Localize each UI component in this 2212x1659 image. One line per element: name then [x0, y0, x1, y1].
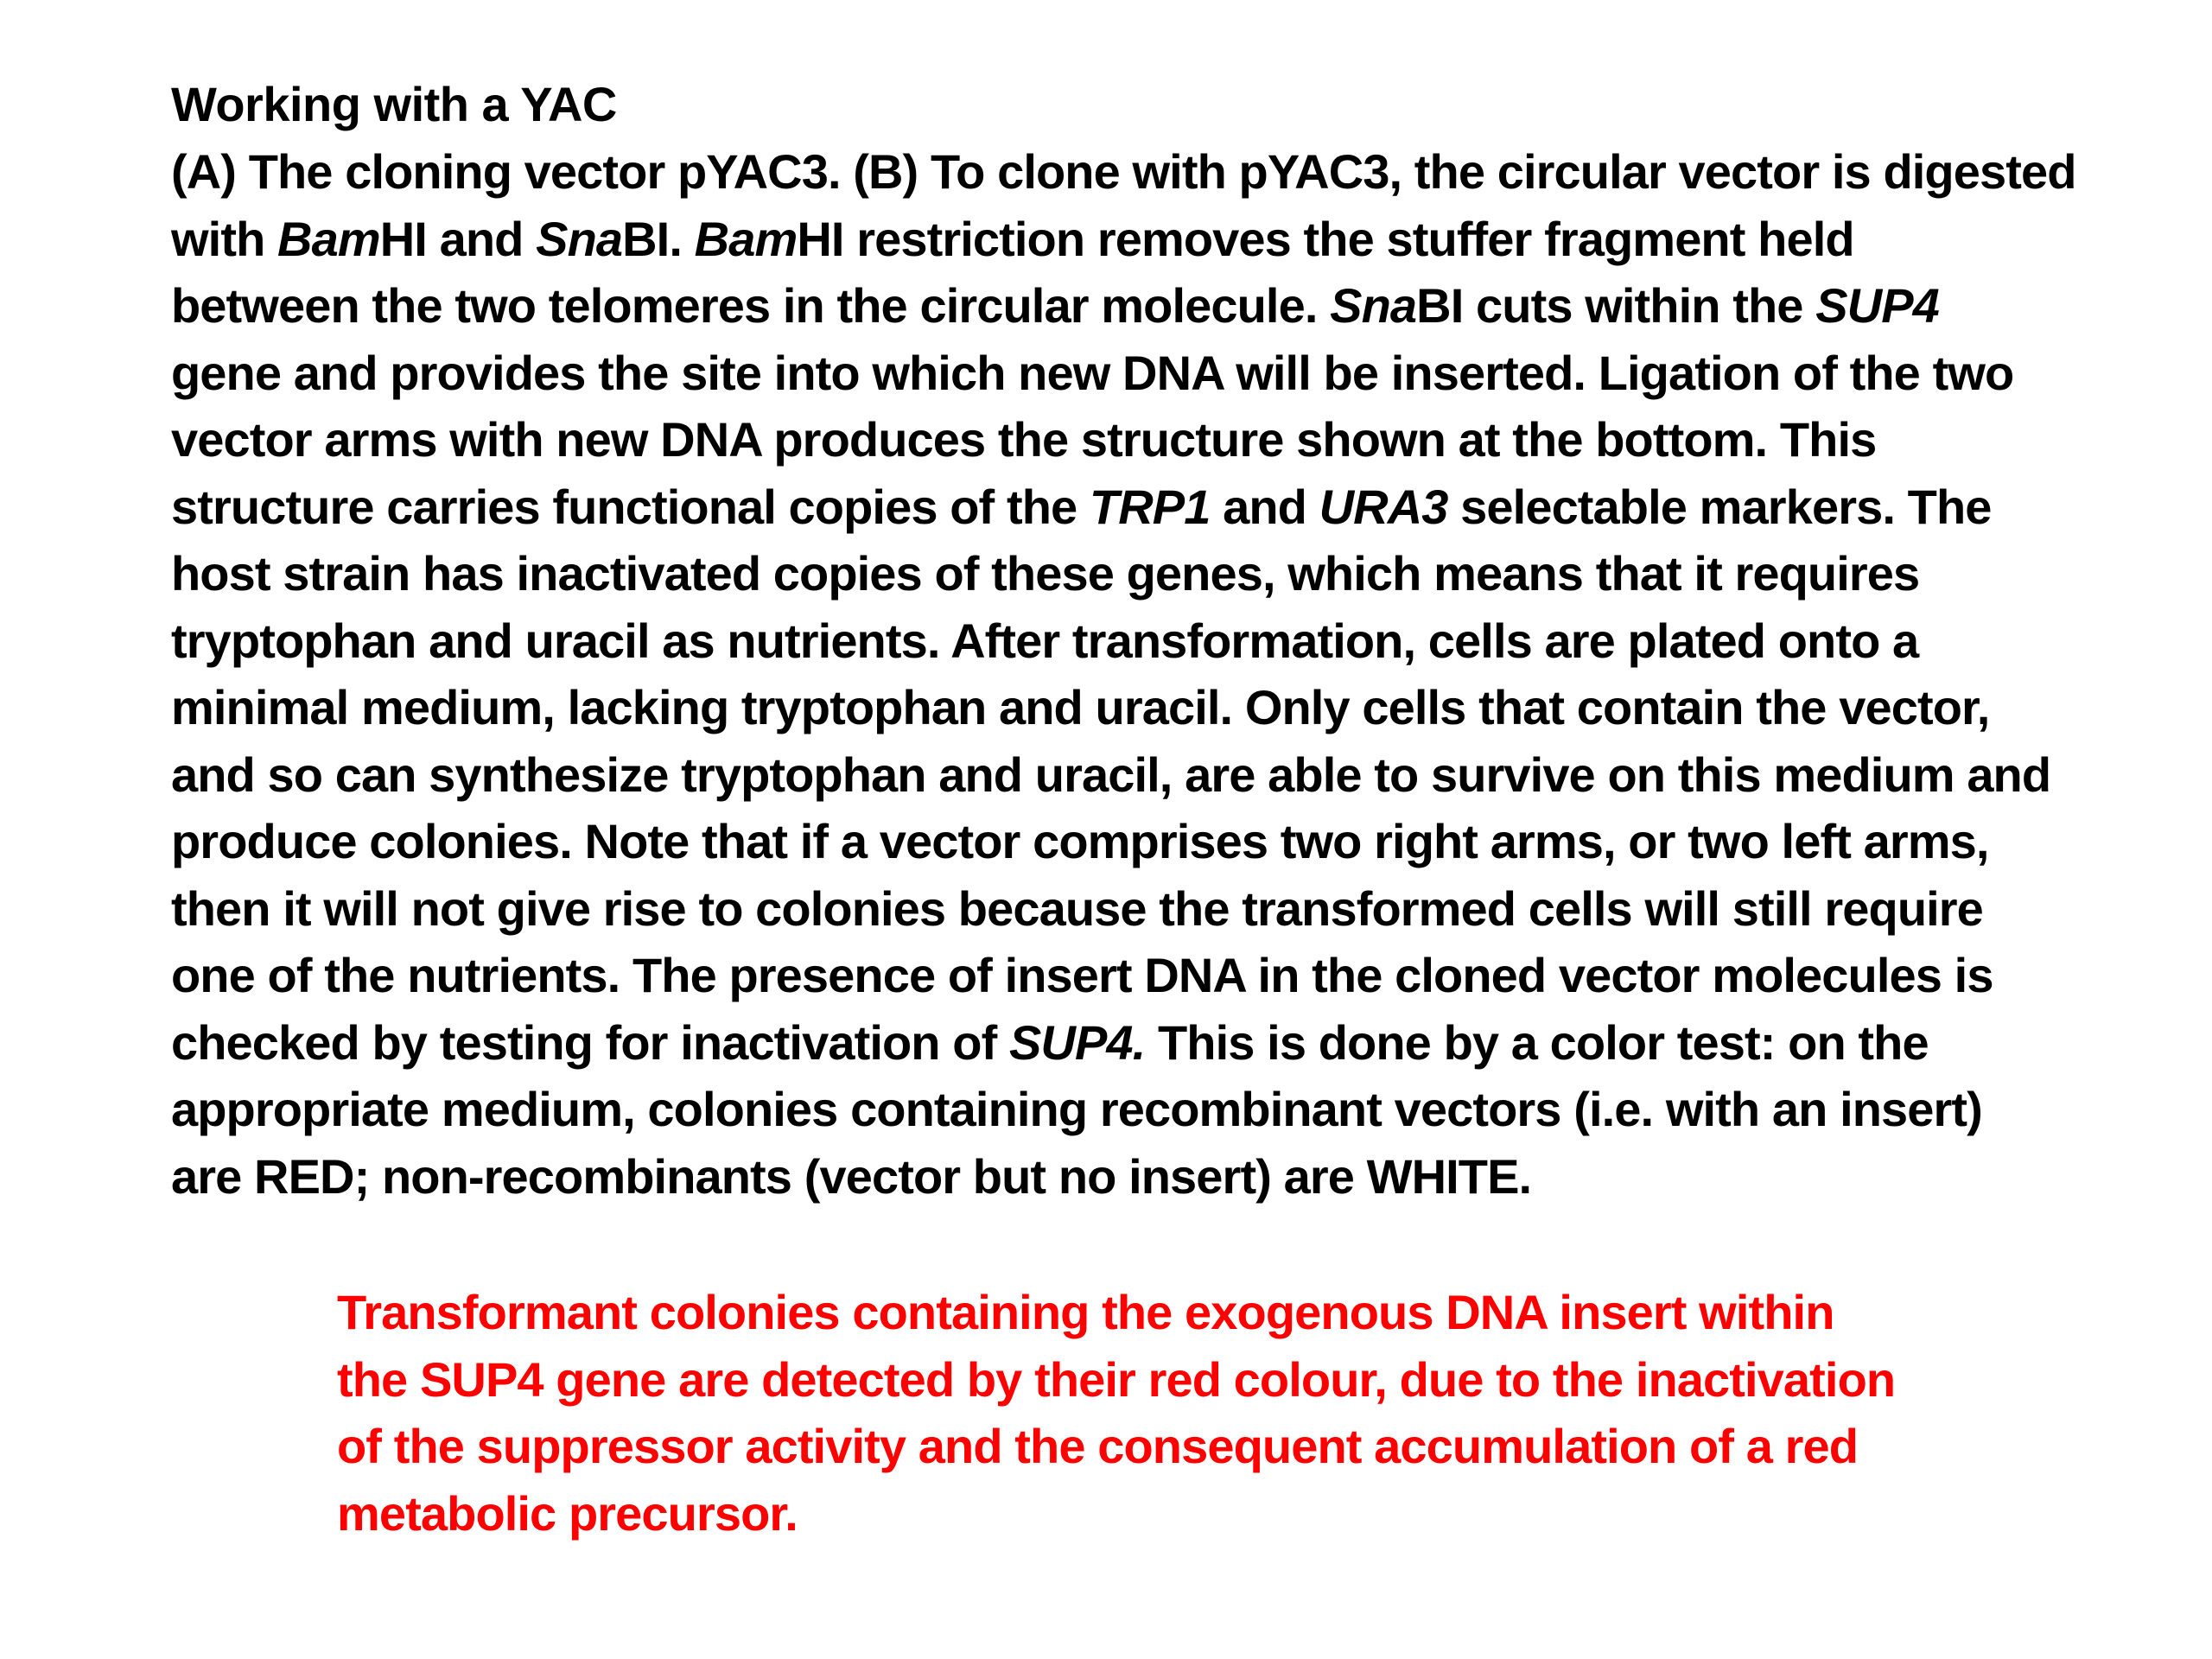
- note-line: the SUP4 gene are detected by their red colour, due to the inactivation: [337, 1351, 1896, 1407]
- body-line: [171, 674, 2212, 741]
- text-run: host strain has inactivated copies of these genes, which means that it requires: [171, 546, 1920, 601]
- text-run: This is done by a color test: on the: [1145, 1014, 1929, 1070]
- text-run: with: [171, 211, 278, 266]
- italic-term: SUP4.: [1008, 1014, 1146, 1070]
- body-line: [171, 540, 2212, 607]
- text-run: between the two telomeres in the circular molecule.: [171, 278, 1331, 333]
- text-run: are RED; non-recombinants (vector but no insert) are WHITE.: [171, 1148, 1532, 1204]
- text-run: structure carries functional copies of the: [171, 479, 1090, 534]
- body-line: [171, 206, 2212, 273]
- body-line: [171, 1009, 2212, 1077]
- body-paragraph: [171, 138, 2212, 1210]
- text-run: and: [1210, 479, 1319, 534]
- body-line: [171, 741, 2212, 809]
- text-run: produce colonies. Note that if a vector comprises two right arms, or two left arms,: [171, 814, 1989, 868]
- body-line: [171, 607, 2212, 675]
- text-run: BI cuts within the: [1416, 278, 1816, 333]
- text-run: (A) The cloning vector pYAC3. (B) To clone with pYAC3, the circular vector is digested: [171, 144, 2076, 199]
- note-line: Transformant colonies containing the exogenous DNA insert within: [337, 1285, 1834, 1339]
- body-line: [171, 272, 2212, 340]
- text-run: selectable markers. The: [1447, 479, 1992, 534]
- body-line: [171, 1143, 2212, 1211]
- text-run: HI and: [379, 211, 537, 266]
- body-line: [171, 474, 2212, 541]
- text-run: gene and provides the site into which new DNA will be inserted. Ligation of the two: [171, 345, 2014, 400]
- body-line: [171, 138, 2212, 206]
- body-line: [171, 875, 2212, 943]
- body-line: [171, 808, 2212, 875]
- highlight-note: [337, 1279, 2195, 1547]
- italic-term: Sna: [536, 211, 623, 266]
- text-run: and so can synthesize tryptophan and uracil, are able to survive on this medium and: [171, 747, 2051, 802]
- text-run: one of the nutrients. The presence of insert DNA in the cloned vector molecules is: [171, 948, 1993, 1002]
- body-line: [171, 406, 2212, 474]
- text-run: checked by testing for inactivation of: [171, 1014, 1009, 1070]
- italic-term: SUP4: [1815, 278, 1939, 333]
- note-line: metabolic precursor.: [337, 1485, 798, 1541]
- italic-term: TRP1: [1089, 479, 1211, 534]
- italic-term: Bam: [277, 211, 380, 266]
- note-line: of the suppressor activity and the consequent accumulation of a red: [337, 1419, 1859, 1473]
- text-run: then it will not give rise to colonies because the transformed cells will still require: [171, 880, 1983, 936]
- body-line: [171, 340, 2212, 407]
- text-run: BI.: [622, 211, 695, 266]
- body-line: [171, 942, 2212, 1009]
- text-run: tryptophan and uracil as nutrients. After transformation, cells are plated onto a: [171, 613, 1919, 668]
- text-run: vector arms with new DNA produces the structure shown at the bottom. This: [171, 412, 1877, 467]
- text-run: minimal medium, lacking tryptophan and uracil. Only cells that contain the vector,: [171, 680, 1990, 734]
- text-run: appropriate medium, colonies containing recombinant vectors (i.e. with an insert): [171, 1082, 1982, 1136]
- text-run: HI restriction removes the stuffer fragment held: [797, 211, 1854, 266]
- italic-term: Sna: [1330, 278, 1417, 333]
- slide-title: Working with a YAC: [171, 77, 617, 131]
- italic-term: URA3: [1319, 479, 1448, 534]
- italic-term: Bam: [694, 211, 798, 266]
- body-line: [171, 1076, 2212, 1143]
